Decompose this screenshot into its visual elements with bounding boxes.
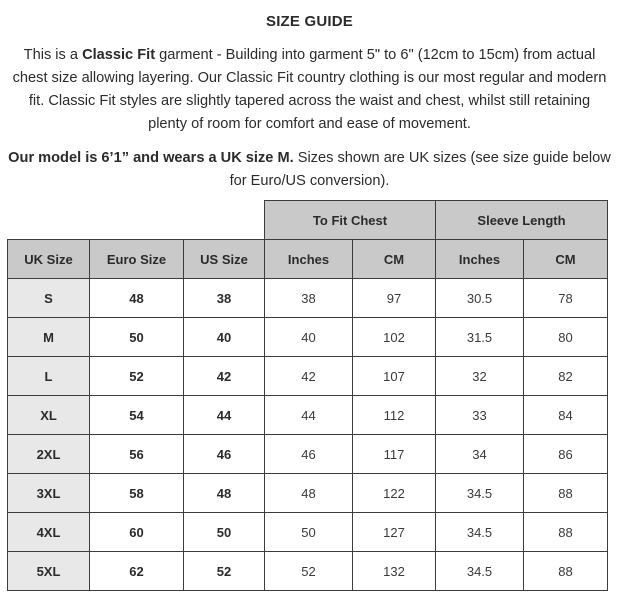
chest-cm-cell: 102	[353, 318, 436, 357]
intro-prefix: This is a	[23, 47, 83, 63]
euro-size-cell: 48	[90, 279, 184, 318]
sleeve-inches-cell: 32	[436, 357, 524, 396]
to-fit-chest-header: To Fit Chest	[265, 201, 436, 240]
table-row	[8, 279, 608, 318]
col-header-chest-inches: Inches	[265, 240, 353, 279]
sleeve-length-header: Sleeve Length	[436, 201, 608, 240]
chest-cm-cell: 107	[353, 357, 436, 396]
model-size-statement: Our model is 6’1” and wears a UK size M.	[8, 150, 294, 166]
group-header-row	[8, 201, 608, 240]
sleeve-cm-cell: 88	[524, 474, 608, 513]
euro-size-cell: 58	[90, 474, 184, 513]
sleeve-cm-cell: 80	[524, 318, 608, 357]
us-size-cell: 52	[184, 552, 265, 591]
sleeve-cm-cell: 82	[524, 357, 608, 396]
chest-inches-cell: 52	[265, 552, 353, 591]
us-size-cell: 38	[184, 279, 265, 318]
sleeve-inches-cell: 31.5	[436, 318, 524, 357]
euro-size-cell: 62	[90, 552, 184, 591]
sleeve-inches-cell: 34	[436, 435, 524, 474]
chest-inches-cell: 44	[265, 396, 353, 435]
us-size-cell: 48	[184, 474, 265, 513]
table-row	[8, 513, 608, 552]
model-info	[2, 147, 617, 193]
euro-size-cell: 56	[90, 435, 184, 474]
intro-paragraph	[8, 44, 611, 136]
table-row	[8, 396, 608, 435]
chest-inches-cell: 40	[265, 318, 353, 357]
table-row	[8, 435, 608, 474]
euro-size-cell: 52	[90, 357, 184, 396]
chest-inches-cell: 38	[265, 279, 353, 318]
col-header-euro-size: Euro Size	[90, 240, 184, 279]
uk-size-cell: 2XL	[8, 435, 90, 474]
table-row	[8, 318, 608, 357]
euro-size-cell: 60	[90, 513, 184, 552]
us-size-cell: 50	[184, 513, 265, 552]
blank-header-cell	[8, 201, 265, 240]
uk-size-cell: S	[8, 279, 90, 318]
uk-size-cell: 5XL	[8, 552, 90, 591]
uk-size-cell: L	[8, 357, 90, 396]
sleeve-inches-cell: 34.5	[436, 513, 524, 552]
uk-size-cell: XL	[8, 396, 90, 435]
intro-text: garment - Building into garment 5" to 6" (12cm to 15cm) from actual chest size allowing layering. Our Classic Fit country clothing is our most regular and modern fit. Classic Fit styles are slightly tapered across the waist and chest, whilst still retaining plenty of room for comfort and ease of movement.	[12, 47, 607, 132]
col-header-sleeve-cm: CM	[524, 240, 608, 279]
model-note: Sizes shown are UK sizes (see size guide below for Euro/US conversion).	[229, 150, 611, 189]
column-header-row	[8, 240, 608, 279]
uk-size-cell: 4XL	[8, 513, 90, 552]
fit-name: Classic Fit	[82, 47, 156, 63]
chest-cm-cell: 127	[353, 513, 436, 552]
table-row	[8, 474, 608, 513]
us-size-cell: 40	[184, 318, 265, 357]
col-header-uk-size: UK Size	[8, 240, 90, 279]
sleeve-inches-cell: 34.5	[436, 552, 524, 591]
chest-inches-cell: 48	[265, 474, 353, 513]
chest-inches-cell: 42	[265, 357, 353, 396]
col-header-us-size: US Size	[184, 240, 265, 279]
chest-inches-cell: 46	[265, 435, 353, 474]
chest-cm-cell: 112	[353, 396, 436, 435]
euro-size-cell: 50	[90, 318, 184, 357]
sleeve-cm-cell: 78	[524, 279, 608, 318]
sleeve-inches-cell: 30.5	[436, 279, 524, 318]
us-size-cell: 44	[184, 396, 265, 435]
chest-inches-cell: 50	[265, 513, 353, 552]
table-row	[8, 357, 608, 396]
sleeve-cm-cell: 88	[524, 513, 608, 552]
sleeve-inches-cell: 34.5	[436, 474, 524, 513]
chest-cm-cell: 97	[353, 279, 436, 318]
uk-size-cell: 3XL	[8, 474, 90, 513]
sleeve-inches-cell: 33	[436, 396, 524, 435]
table-row	[8, 552, 608, 591]
size-table	[7, 200, 608, 591]
us-size-cell: 46	[184, 435, 265, 474]
col-header-chest-cm: CM	[353, 240, 436, 279]
sleeve-cm-cell: 86	[524, 435, 608, 474]
page-title: SIZE GUIDE	[265, 13, 353, 30]
uk-size-cell: M	[8, 318, 90, 357]
chest-cm-cell: 117	[353, 435, 436, 474]
sleeve-cm-cell: 88	[524, 552, 608, 591]
chest-cm-cell: 122	[353, 474, 436, 513]
us-size-cell: 42	[184, 357, 265, 396]
chest-cm-cell: 132	[353, 552, 436, 591]
col-header-sleeve-inches: Inches	[436, 240, 524, 279]
euro-size-cell: 54	[90, 396, 184, 435]
sleeve-cm-cell: 84	[524, 396, 608, 435]
